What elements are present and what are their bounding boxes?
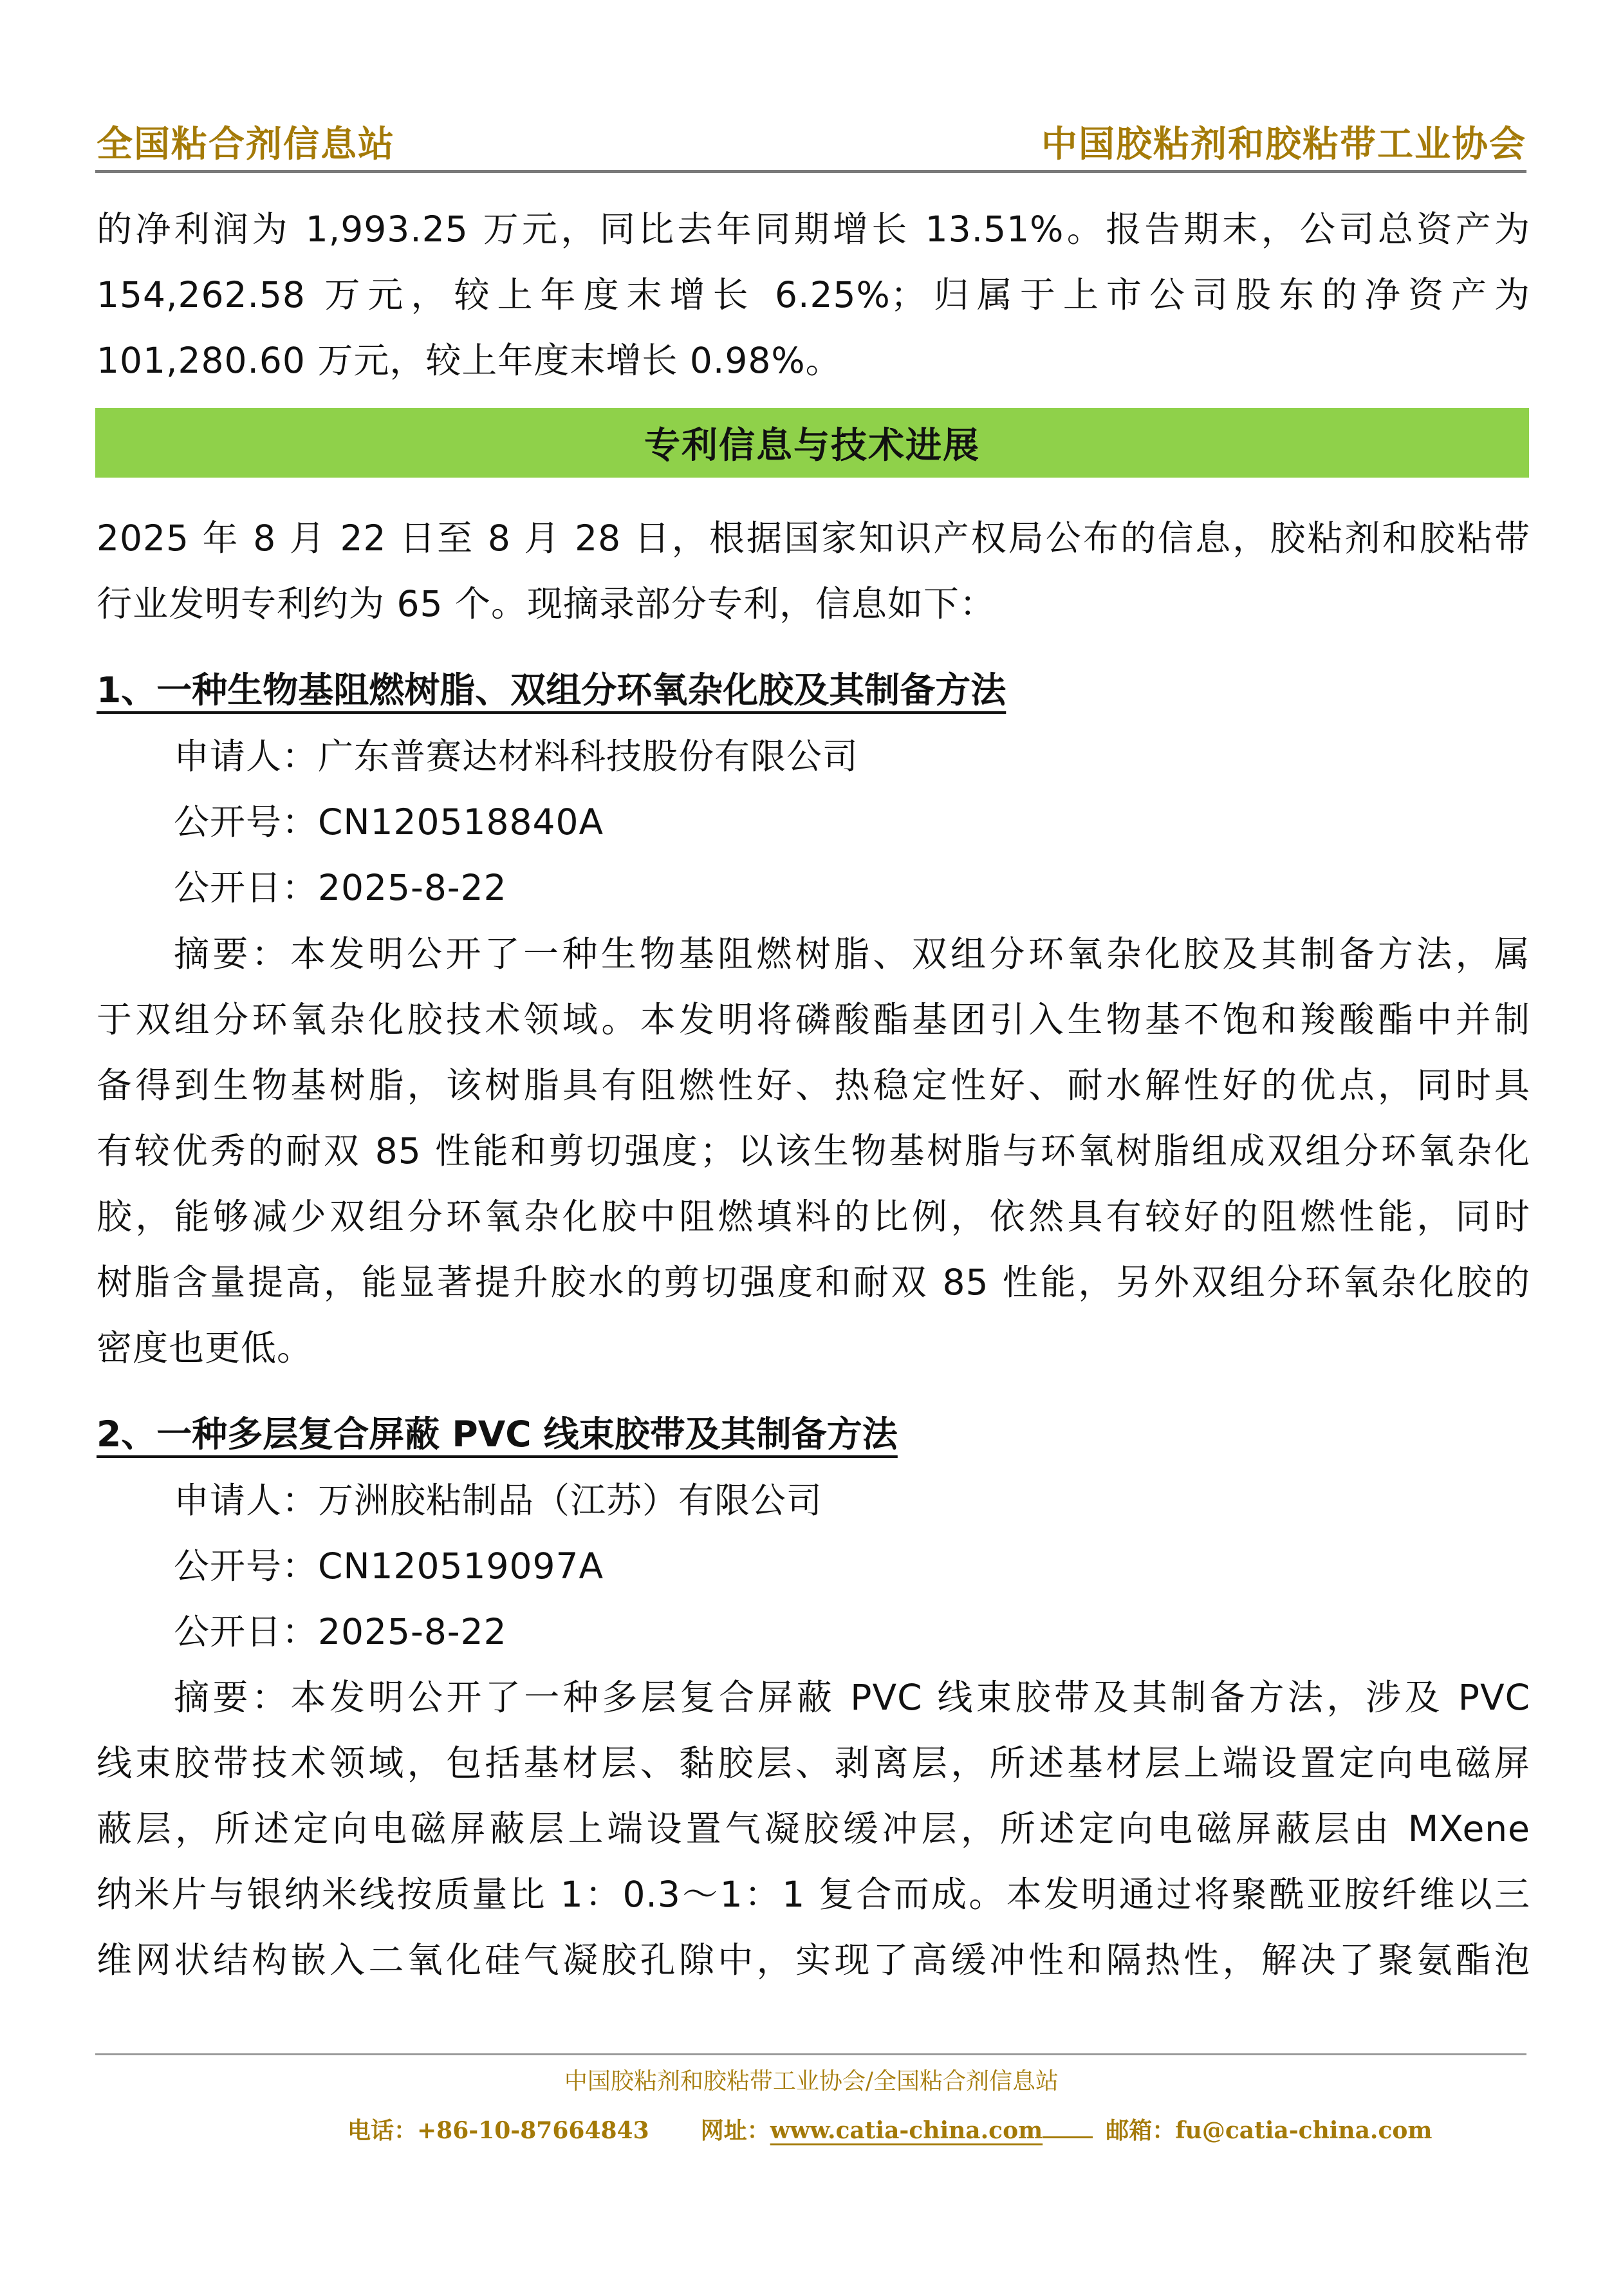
header-association-name: 中国胶粘剂和胶粘带工业协会 [1041,123,1526,165]
footer-web-link[interactable]: www.catia-china.com [770,2117,1043,2144]
section-banner [95,408,1529,478]
header-divider [95,170,1526,173]
patent-2-title: 2、一种多层复合屏蔽 PVC 线束胶带及其制备方法 [97,1414,898,1455]
footer-contact [348,2113,1433,2145]
patent-1-title: 1、一种生物基阻燃树脂、双组分环氧杂化胶及其制备方法 [97,669,1006,711]
patent-1-applicant: 申请人：广东普赛达材料科技股份有限公司 [174,736,859,777]
patent-1-abstract-line: 备得到生物基树脂，该树脂具有阻燃性好、热稳定性好、耐水解性好的优点，同时具 [97,1065,1530,1106]
patent-2-applicant: 申请人：万洲胶粘制品（江苏）有限公司 [174,1480,823,1521]
patent-2-pub-date: 公开日：2025-8-22 [174,1611,507,1652]
patent-2-abstract-line: 维网状结构嵌入二氧化硅气凝胶孔隙中，实现了高缓冲性和隔热性，解决了聚氨酯泡 [97,1939,1530,1981]
section-intro-line-1: 2025 年 8 月 22 日至 8 月 28 日，根据国家知识产权局公布的信息，胶粘剂和胶粘带 [97,518,1530,559]
patent-1-abstract-line: 摘要：本发明公开了一种生物基阻燃树脂、双组分环氧杂化胶及其制备方法，属 [174,933,1530,975]
intro-line-1: 的净利润为 1,993.25 万元，同比去年同期增长 13.51%。报告期末，公司总资产为 [97,209,1530,250]
patent-1-abstract-line: 密度也更低。 [97,1327,313,1368]
footer-org: 中国胶粘剂和胶粘带工业协会/全国粘合剂信息站 [564,2068,1059,2095]
patent-2-abstract-line: 线束胶带技术领域，包括基材层、黏胶层、剥离层，所述基材层上端设置定向电磁屏 [97,1742,1530,1784]
section-intro-line-2: 行业发明专利约为 65 个。现摘录部分专利，信息如下： [97,583,996,624]
intro-line-2: 154,262.58 万元，较上年度末增长 6.25%；归属于上市公司股东的净资产为 [97,274,1530,315]
footer-email[interactable]: 邮箱：fu@catia-china.com [1106,2117,1433,2144]
footer-divider [95,2053,1526,2055]
patent-2-pub-no: 公开号：CN120519097A [174,1545,604,1587]
patent-1-abstract-line: 有较优秀的耐双 85 性能和剪切强度；以该生物基树脂与环氧树脂组成双组分环氧杂化 [97,1130,1530,1171]
footer-phone: 电话：+86-10-87664843 [348,2117,649,2144]
patent-1-pub-date: 公开日：2025-8-22 [174,867,507,908]
patent-2-abstract-line: 纳米片与银纳米线按质量比 1：0.3～1：1 复合而成。本发明通过将聚酰亚胺纤维以三 [97,1874,1530,1915]
section-title: 专利信息与技术进展 [644,425,980,467]
footer-underline-space [1043,2118,1093,2138]
footer-web-label: 网址： [700,2117,770,2144]
patent-1-abstract-line: 于双组分环氧杂化胶技术领域。本发明将磷酸酯基团引入生物基不饱和羧酸酯中并制 [97,999,1530,1040]
header-site-name: 全国粘合剂信息站 [97,123,395,165]
patent-1-pub-no: 公开号：CN120518840A [174,801,604,843]
patent-2-abstract-line: 蔽层，所述定向电磁屏蔽层上端设置气凝胶缓冲层，所述定向电磁屏蔽层由 MXene [97,1808,1530,1849]
intro-line-3: 101,280.60 万元，较上年度末增长 0.98%。 [97,340,842,381]
patent-2-abstract-line: 摘要：本发明公开了一种多层复合屏蔽 PVC 线束胶带及其制备方法，涉及 PVC [174,1677,1530,1718]
patent-1-abstract-line: 胶，能够减少双组分环氧杂化胶中阻燃填料的比例，依然具有较好的阻燃性能，同时 [97,1196,1530,1237]
patent-1-abstract-line: 树脂含量提高，能显著提升胶水的剪切强度和耐双 85 性能，另外双组分环氧杂化胶的 [97,1262,1530,1303]
